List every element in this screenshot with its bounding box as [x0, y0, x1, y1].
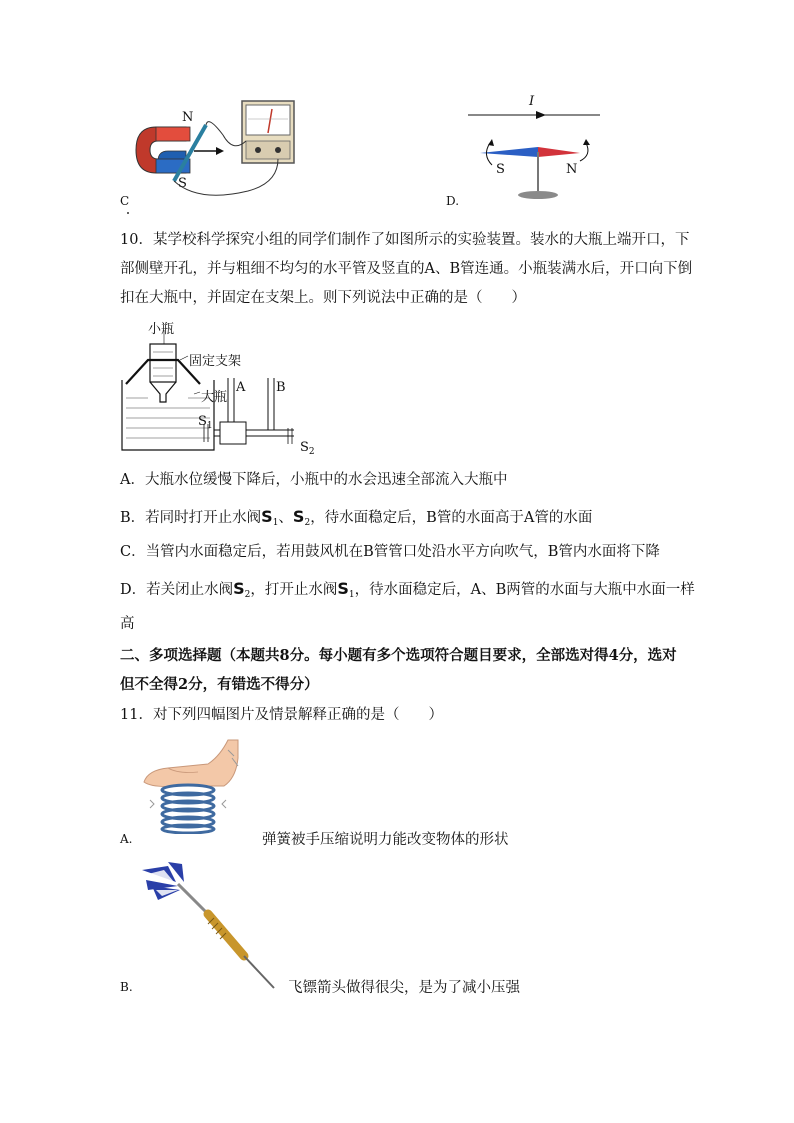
- figure-c-n-label: N: [182, 110, 194, 125]
- q10-label-valve2: $S_2$: [300, 440, 315, 457]
- q10-option-d: D．若关闭止水阀$S_2$，打开止水阀$S_1$，待水面稳定后，A、B两管的水面与大瓶中水面一样: [120, 579, 695, 600]
- figure-d-s-label: S: [496, 162, 505, 177]
- q10-label-small-bottle: 小瓶: [148, 322, 175, 337]
- q10-option-a: A．大瓶水位缓慢下降后，小瓶中的水会迅速全部流入大瓶中: [120, 472, 508, 488]
- q10-label-tube-a: A: [236, 380, 246, 395]
- stray-dot: [127, 212, 129, 214]
- option-c-label: C: [120, 194, 130, 208]
- q10-stem-line3: 扣在大瓶中，并固定在支架上。则下列说法中正确的是（ ）: [120, 290, 526, 306]
- q11-option-b-text: 飞镖箭头做得很尖，是为了减小压强: [288, 980, 520, 996]
- figure-c-s-label: S: [178, 176, 187, 191]
- q10-stem-line2: 部侧壁开孔，并与粗细不均匀的水平管及竖直的A、B管连通。小瓶装满水后，开口向下倒: [120, 261, 693, 277]
- q10-label-stand: 固定支架: [189, 354, 242, 369]
- q10-option-b: B．若同时打开止水阀$S_1$、$S_2$，待水面稳定后，B管的水面高于A管的水面: [120, 507, 593, 528]
- q10-option-d-cont: 高: [120, 616, 135, 632]
- figure-d-current-label: I: [529, 94, 535, 109]
- q10-label-valve1: $S_1$: [198, 414, 213, 431]
- q11-spring-hand-image: [138, 738, 242, 834]
- q11-option-a-label: A.: [120, 832, 133, 846]
- q11-dart-image: [138, 860, 278, 990]
- q10-option-c: C．当管内水面稳定后，若用鼓风机在B管管口处沿水平方向吹气，B管内水面将下降: [120, 544, 660, 560]
- figure-c-magnet-galvanometer: [128, 95, 308, 207]
- option-d-label: D.: [446, 194, 460, 208]
- q10-label-big-bottle: 大瓶: [201, 390, 228, 405]
- section2-heading-line2: 但不全得2分，有错选不得分）: [120, 676, 319, 693]
- section2-heading-line1: 二、多项选择题（本题共8分。每小题有多个选项符合题目要求，全部选对得4分，选对: [120, 647, 677, 664]
- q10-stem-line1: 10．某学校科学探究小组的同学们制作了如图所示的实验装置。装水的大瓶上端开口，下: [120, 232, 690, 248]
- q11-stem: 11．对下列四幅图片及情景解释正确的是（ ）: [120, 707, 443, 723]
- q11-option-b-label: B.: [120, 980, 133, 994]
- figure-d-wire-needle: [462, 95, 606, 205]
- q11-option-a-text: 弹簧被手压缩说明力能改变物体的形状: [262, 832, 509, 848]
- q10-label-tube-b: B: [276, 380, 286, 395]
- figure-d-n-label: N: [566, 162, 578, 177]
